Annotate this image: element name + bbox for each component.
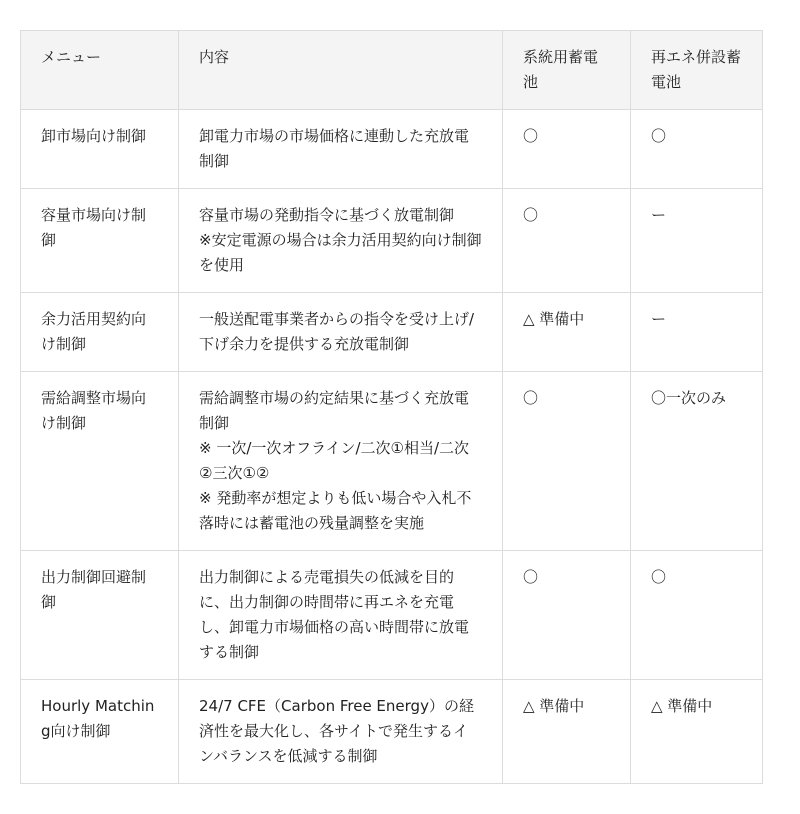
table-row [21, 110, 763, 189]
header-menu-label: メニュー [41, 48, 102, 66]
menu-name: Hourly Matching向け制御 [41, 697, 155, 740]
grid-battery-support: 〇 [523, 568, 539, 586]
table-row [21, 189, 763, 293]
menu-description: 出力制御による売電損失の低減を目的に、出力制御の時間帯に再エネを充電し、卸電力市場価格の高い時間帯に放電する制御 [199, 568, 470, 661]
header-grid-battery [503, 31, 631, 110]
renewable-battery-support: ー [651, 206, 667, 224]
grid-battery-support: △ 準備中 [523, 697, 585, 715]
header-renewable-battery [631, 31, 763, 110]
header-menu [21, 31, 179, 110]
cell-grid-battery [503, 551, 631, 680]
menu-name: 需給調整市場向け制御 [41, 389, 147, 432]
grid-battery-support: 〇 [523, 127, 539, 145]
cell-grid-battery [503, 372, 631, 551]
table-row [21, 372, 763, 551]
renewable-battery-support: △ 準備中 [651, 697, 713, 715]
cell-renewable-battery [631, 293, 763, 372]
cell-menu [21, 551, 179, 680]
renewable-battery-support: 〇一次のみ [651, 389, 727, 407]
menu-name: 出力制御回避制御 [41, 568, 147, 611]
menu-description: 卸電力市場の市場価格に連動した充放電制御 [199, 127, 470, 170]
cell-content [179, 680, 503, 784]
header-grid-battery-label: 系統用蓄電池 [523, 48, 599, 91]
renewable-battery-support: 〇 [651, 568, 667, 586]
grid-battery-support: 〇 [523, 206, 539, 224]
cell-renewable-battery [631, 110, 763, 189]
cell-grid-battery [503, 189, 631, 293]
cell-content [179, 189, 503, 293]
menu-description: 24/7 CFE（Carbon Free Energy）の経済性を最大化し、各サイトで発生するインバランスを低減する制御 [199, 697, 474, 765]
menu-name: 余力活用契約向け制御 [41, 310, 147, 353]
control-menu-table [20, 30, 763, 784]
cell-renewable-battery [631, 551, 763, 680]
cell-grid-battery [503, 293, 631, 372]
header-content-label: 内容 [199, 48, 230, 66]
cell-content [179, 372, 503, 551]
table-row [21, 551, 763, 680]
cell-menu [21, 372, 179, 551]
menu-name: 卸市場向け制御 [41, 127, 147, 145]
table-header-row [21, 31, 763, 110]
cell-grid-battery [503, 680, 631, 784]
cell-grid-battery [503, 110, 631, 189]
table-row [21, 680, 763, 784]
header-renewable-battery-label: 再エネ併設蓄電池 [651, 48, 742, 91]
cell-content [179, 110, 503, 189]
menu-description: 需給調整市場の約定結果に基づく充放電制御 ※ 一次/一次オフライン/二次①相当/二次②三次①② ※ 発動率が想定よりも低い場合や入札不落時には蓄電池の残量調整を実施 [199, 389, 472, 532]
grid-battery-support: △ 準備中 [523, 310, 585, 328]
grid-battery-support: 〇 [523, 389, 539, 407]
header-content [179, 31, 503, 110]
cell-renewable-battery [631, 372, 763, 551]
table-row [21, 293, 763, 372]
cell-content [179, 551, 503, 680]
cell-menu [21, 293, 179, 372]
renewable-battery-support: 〇 [651, 127, 667, 145]
cell-renewable-battery [631, 680, 763, 784]
cell-content [179, 293, 503, 372]
cell-renewable-battery [631, 189, 763, 293]
menu-description: 一般送配電事業者からの指令を受け上げ/下げ余力を提供する充放電制御 [199, 310, 475, 353]
cell-menu [21, 110, 179, 189]
cell-menu [21, 680, 179, 784]
cell-menu [21, 189, 179, 293]
menu-name: 容量市場向け制御 [41, 206, 147, 249]
renewable-battery-support: ー [651, 310, 667, 328]
menu-description: 容量市場の発動指令に基づく放電制御 ※安定電源の場合は余力活用契約向け制御を使用 [199, 206, 482, 274]
